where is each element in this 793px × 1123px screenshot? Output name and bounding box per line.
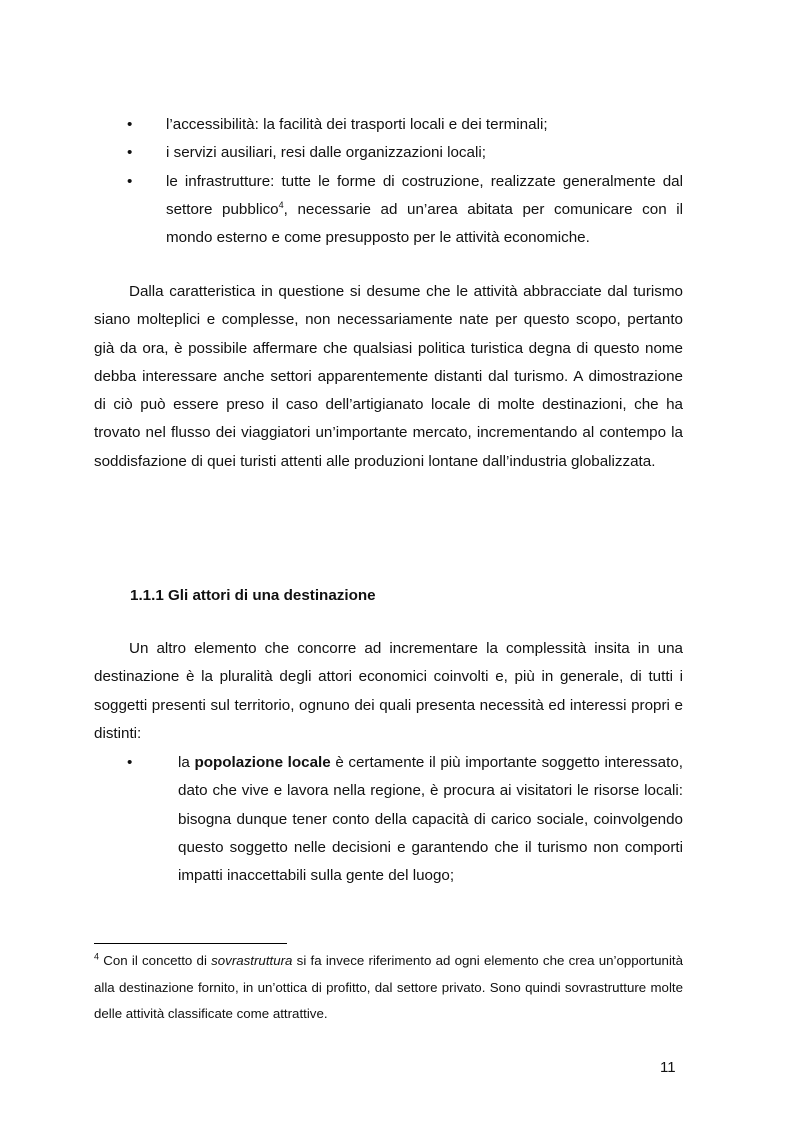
list-item-text-part: , necessarie ad un’area abitata per comunicare con il mondo esterno e come presupposto per le attività economiche. [166,200,683,247]
list-item [94,749,683,890]
list-item-text: l’accessibilità: la facilità dei trasporti locali e dei terminali; [166,116,548,133]
bold-term: popolazione locale [194,754,331,771]
list-item-text [178,749,683,890]
bullet-icon: • [127,754,133,771]
list-item [94,111,683,139]
footnote-italic-term: sovrastruttura [211,953,293,968]
page-number: 11 [660,1059,676,1076]
list-item-text-part: è certamente il più importante soggetto interessato, dato che vive e lavora nella regione, è procura ai visitatori le risorse locali: bisogna dunque tener conto della capacità di carico sociale, coinvolgendo questo soggetto nelle decisioni e garantendo che il turismo non comporti impatti inaccettabili sulla gente del luogo; [178,754,683,885]
bullet-icon: • [127,116,133,133]
footnote-marker: 4 [94,951,100,962]
footnote [94,948,683,1028]
list-item-text-part: le infrastrutture: tutte le forme di costruzione, realizzate generalmente dal settore pubblico [166,172,683,218]
body-paragraph-1: Dalla caratteristica in questione si desume che le attività abbracciate dal turismo siano molteplici e complesse, non necessariamente nate per questo scopo, pertanto già da ora, è possibile affermare che qualsiasi politica turistica degna di questo nome debba interessare anche settori apparentemente distanti dal turismo. A dimostrazione di ciò può essere preso il caso dell’artigianato locale di molte destinazioni, che ha trovato nel flusso dei viaggiatori un’importante mercato, incrementando al contempo la soddisfazione di quei turisti attenti alle produzioni lontane dall’industria globalizzata. [94,283,683,470]
footnote-text-part: Con il concetto di [99,953,212,968]
list-item-text-part: la [178,754,195,771]
footnote-text-part: si fa invece riferimento ad ogni elemento che crea un’opportunità alla destinazione fornito, in un’ottica di profitto, dal settore privato. Sono quindi sovrastrutture molte delle attività classificate come attrattive. [94,953,683,1022]
list-item-text: i servizi ausiliari, resi dalle organizzazioni locali; [166,144,486,162]
bullet-icon: • [127,144,133,162]
bottom-bullet-list [94,749,683,890]
list-item [94,139,683,167]
body-paragraph-2: Un altro elemento che concorre ad incrementare la complessità insita in una destinazione è la pluralità degli attori economici coinvolti e, più in generale, di tutti i soggetti presenti sul territorio, ognuno dei quali presenta necessità ed interessi propri e distinti: [94,640,683,742]
bullet-icon: • [127,172,133,190]
top-bullet-list [94,111,683,252]
footnote-divider [94,943,287,944]
section-heading: 1.1.1 Gli attori di una destinazione [130,587,376,604]
list-item [94,168,683,253]
list-item-text [166,168,683,253]
footnote-reference[interactable]: 4 [278,199,284,210]
